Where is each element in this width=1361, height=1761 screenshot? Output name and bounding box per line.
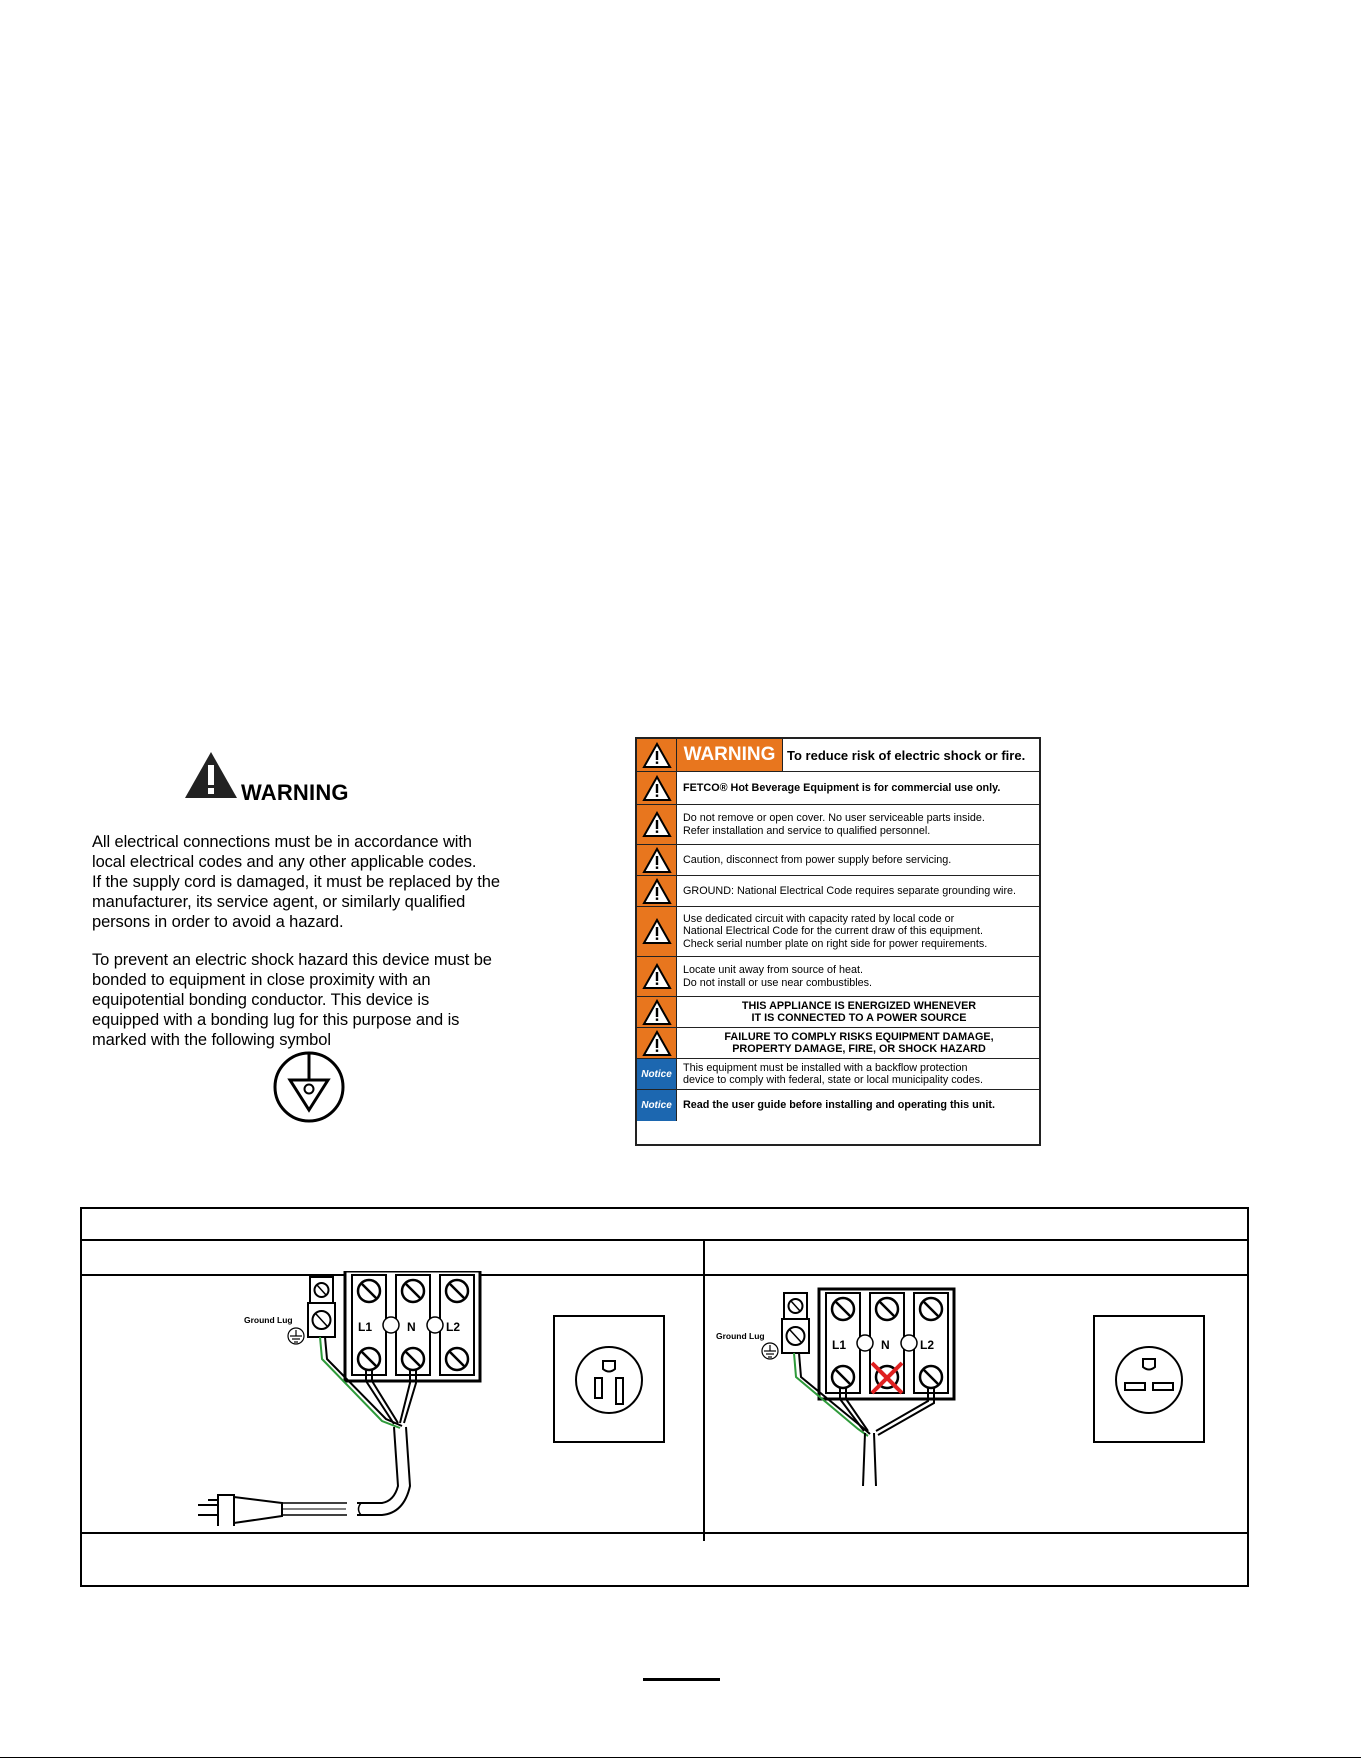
warning-word: WARNING [677,739,783,771]
wiring-diagram-without-neutral [712,1271,1232,1526]
warning-triangle-icon [637,805,677,844]
table-divider [82,1239,1247,1241]
label-header-text: To reduce risk of electric shock or fire. [787,747,1026,763]
label-row-text: FAILURE TO COMPLY RISKS EQUIPMENT DAMAGE, PROPERTY DAMAGE, FIRE, OR SHOCK HAZARD [724,1030,994,1055]
wiring-diagram-table [80,1207,1249,1587]
bonding-paragraph: To prevent an electric shock hazard this device must be bonded to equipment in close proximity with an equipotential bonding conductor. This device is equipped with a bonding lug for this purpose and is marked with the following symbol [92,951,492,1049]
terminal-label-l2: L2 [446,1320,461,1334]
label-row [637,1028,1039,1059]
table-column-divider [703,1241,705,1541]
label-row-text: GROUND: National Electrical Code requires separate grounding wire. [683,884,1017,897]
label-row-text: Use dedicated circuit with capacity rated by local code or National Electrical Code for the current draw of this equipment. Check serial number plate on right side for power requirements. [683,912,988,950]
ground-lug-label: Ground Lug [244,1315,293,1325]
terminal-label-l2: L2 [920,1338,935,1352]
ground-lug [308,1277,335,1337]
wiring-diagram-with-neutral [142,1271,702,1526]
nema-6-receptacle-icon [1094,1316,1204,1442]
label-row [637,1090,1039,1121]
nema-5-receptacle-icon [554,1316,664,1442]
warning-triangle-icon [637,772,677,804]
label-row [637,876,1039,907]
warning-triangle-icon [637,876,677,906]
notice-badge: Notice [637,1059,677,1089]
label-row-text: FETCO® Hot Beverage Equipment is for commercial use only. [683,781,1001,794]
label-row [637,957,1039,997]
electrical-codes-paragraph: All electrical connections must be in accordance with local electrical codes and any other applicable codes. If the supply cord is damaged, it must be replaced by the manufacturer, its service agent, or similarly qualified persons in order to avoid a hazard. [92,833,500,931]
label-row [637,1059,1039,1090]
terminal-label-n: N [407,1320,416,1334]
warning-triangle-icon [637,739,677,771]
label-row [637,997,1039,1028]
label-row-text: Caution, disconnect from power supply before servicing. [683,853,952,866]
power-plug-icon [198,1495,282,1526]
label-row [637,805,1039,845]
ground-symbol-icon [762,1343,778,1359]
bottom-rule [0,1757,1361,1758]
warning-label-panel [635,737,1041,1146]
warning-triangle-icon [637,957,677,996]
equipotential-bonding-icon [272,1050,346,1124]
ground-lug [782,1293,809,1353]
label-row-text: THIS APPLIANCE IS ENERGIZED WHENEVER IT IS CONNECTED TO A POWER SOURCE [741,999,977,1024]
terminal-label-l1: L1 [832,1338,847,1352]
notice-badge: Notice [637,1090,677,1121]
label-row-text: Read the user guide before installing and operating this unit. [683,1099,995,1112]
ground-symbol-icon [288,1328,304,1344]
ground-lug-label: Ground Lug [716,1331,765,1341]
warning-triangle-icon [183,750,239,800]
label-row [637,772,1039,805]
label-row-text: This equipment must be installed with a backflow protection device to comply with federal, state or local municipality codes. [683,1061,984,1086]
label-row-text: Locate unit away from source of heat. Do not install or use near combustibles. [683,964,873,989]
warning-triangle-icon [637,1028,677,1058]
label-row [637,907,1039,957]
label-row-text: Do not remove or open cover. No user serviceable parts inside. Refer installation and service to qualified personnel. [683,812,985,837]
terminal-label-l1: L1 [358,1320,373,1334]
warning-triangle-icon [637,845,677,875]
warning-triangle-icon [637,997,677,1027]
warning-triangle-icon [637,907,677,956]
label-row [637,845,1039,876]
terminal-label-n: N [881,1338,890,1352]
label-header-row [637,739,1039,772]
warning-title: WARNING [241,780,349,805]
page-number-rule [643,1678,720,1681]
table-divider [82,1532,1247,1534]
